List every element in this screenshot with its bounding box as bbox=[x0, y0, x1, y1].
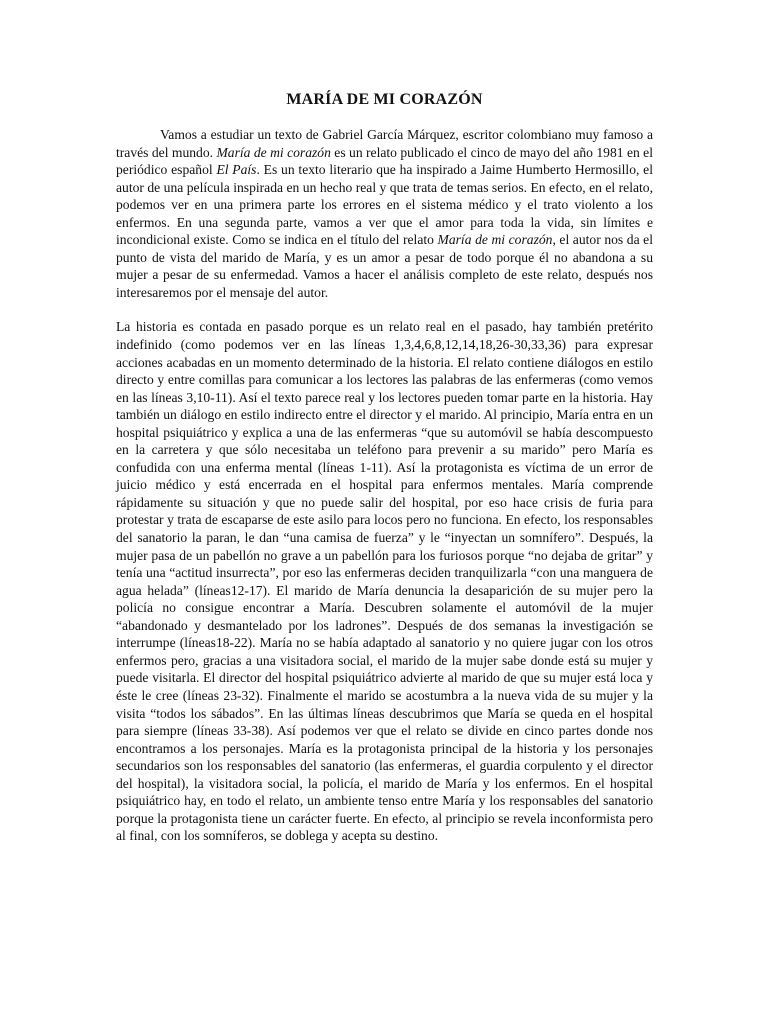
paragraph-analysis: La historia es contada en pasado porque es un relato real en el pasado, hay también pretérito indefinido (como podemos ver en las líneas 1,3,4,6,8,12,14,18,26-30,33,36) para expresar acciones acabadas en un momento determinado de la historia. El relato contiene diálogos en estilo directo y entre comillas para comunicar a los lectores las palabras de las enfermeras (como vemos en las líneas 3,10-11). Así el texto parece real y los lectores pueden tomar parte en la historia. Hay también un diálogo en estilo indirecto entre el director y el marido. Al principio, María entra en un hospital psiquiátrico y explica a una de las enfermeras “que su automóvil se había descompuesto en la carretera y que sólo necesitaba un teléfono para prevenir a su marido” pero María es confudida con una enferma mental (líneas 1-11). Así la protagonista es víctima de un error de juicio médico y está encerrada en el hospital para enfermos mentales. María comprende rápidamente su situación y que no puede salir del hospital, por eso hace crisis de furia para protestar y trata de escaparse de este asilo para locos pero no funciona. En efecto, los responsables del sanatorio la paran, le dan “una camisa de fuerza” y le “inyectan un somnífero”. Después, la mujer pasa de un pabellón no grave a un pabellón para los furiosos porque “no dejaba de gritar” y tenía una “actitud insurrecta”, por eso las enfermeras deciden tranquilizarla “con una manguera de agua helada” (líneas12-17). El marido de María denuncia la desaparición de su mujer pero la policía no consigue encontrar a María. Descubren solamente el automóvil de la mujer “abandonado y desmantelado por los ladrones”. Después de dos semanas la investigación se interrumpe (líneas18-22). María no se había adaptado al sanatorio y no quiere jugar con los otros enfermos pero, gracias a una visitadora social, el marido de la mujer sabe donde está su mujer y puede visitarla. El director del hospital psiquiátrico advierte al marido de que su mujer está loca y éste le cree (líneas 23-32). Finalmente el marido se acostumbra a la nueva vida de su mujer y la visita “todos los sábados”. En las últimas líneas descubrimos que María se queda en el hospital para siempre (líneas 33-38). Así podemos ver que el relato se divide en cinco partes donde nos encontramos a los personajes. María es la protagonista principal de la historia y los personajes secundarios son los responsables del sanatorio (las enfermeras, el guardia corpulento y el director del hospital), la visitadora social, la policía, el marido de María y los enfermos. En el hospital psiquiátrico hay, en todo el relato, un ambiente tenso entre María y los responsables del sanatorio porque la protagonista tiene un carácter fuerte. En efecto, al principio se revela inconformista pero al final, con los somníferos, se doblega y acepta su destino. bbox=[116, 319, 653, 844]
paragraph-intro bbox=[116, 126, 653, 301]
paragraph-intro-italic-2: El País bbox=[216, 162, 257, 178]
paragraph-intro-text-1: Vamos a estudiar un texto de Gabriel García Márquez, escritor colombiano muy famoso a través del mundo. bbox=[116, 127, 653, 160]
paragraph-intro-text-3: . Es un texto literario que ha inspirado a Jaime Humberto Hermosillo, el autor de una película inspirada en un hecho real y que trata de temas serios. En efecto, en el relato, podemos ver en una primera parte los errores en el sistema médico y el trato violento a los enfermos. En una segunda parte, vamos a ver que el amor para toda la vida, sin límites e incondicional existe. Como se indica en el título del relato bbox=[116, 162, 653, 248]
paragraph-intro-text-4: , el autor nos da el punto de vista del marido de María, y es un amor a pesar de todo porque él no abandona a su mujer a pesar de su enfermedad. Vamos a hacer el análisis completo de este relato, después nos interesaremos por el mensaje del autor. bbox=[116, 232, 653, 300]
paragraph-intro-text-2: es un relato publicado el cinco de mayo del año 1981 en el periódico español bbox=[116, 144, 653, 178]
paragraph-intro-italic-1: María de mi corazón bbox=[216, 144, 331, 160]
page-title: MARÍA DE MI CORAZÓN bbox=[286, 91, 483, 108]
document-body bbox=[116, 90, 653, 845]
paragraph-intro-italic-3: María de mi corazón bbox=[437, 232, 553, 248]
